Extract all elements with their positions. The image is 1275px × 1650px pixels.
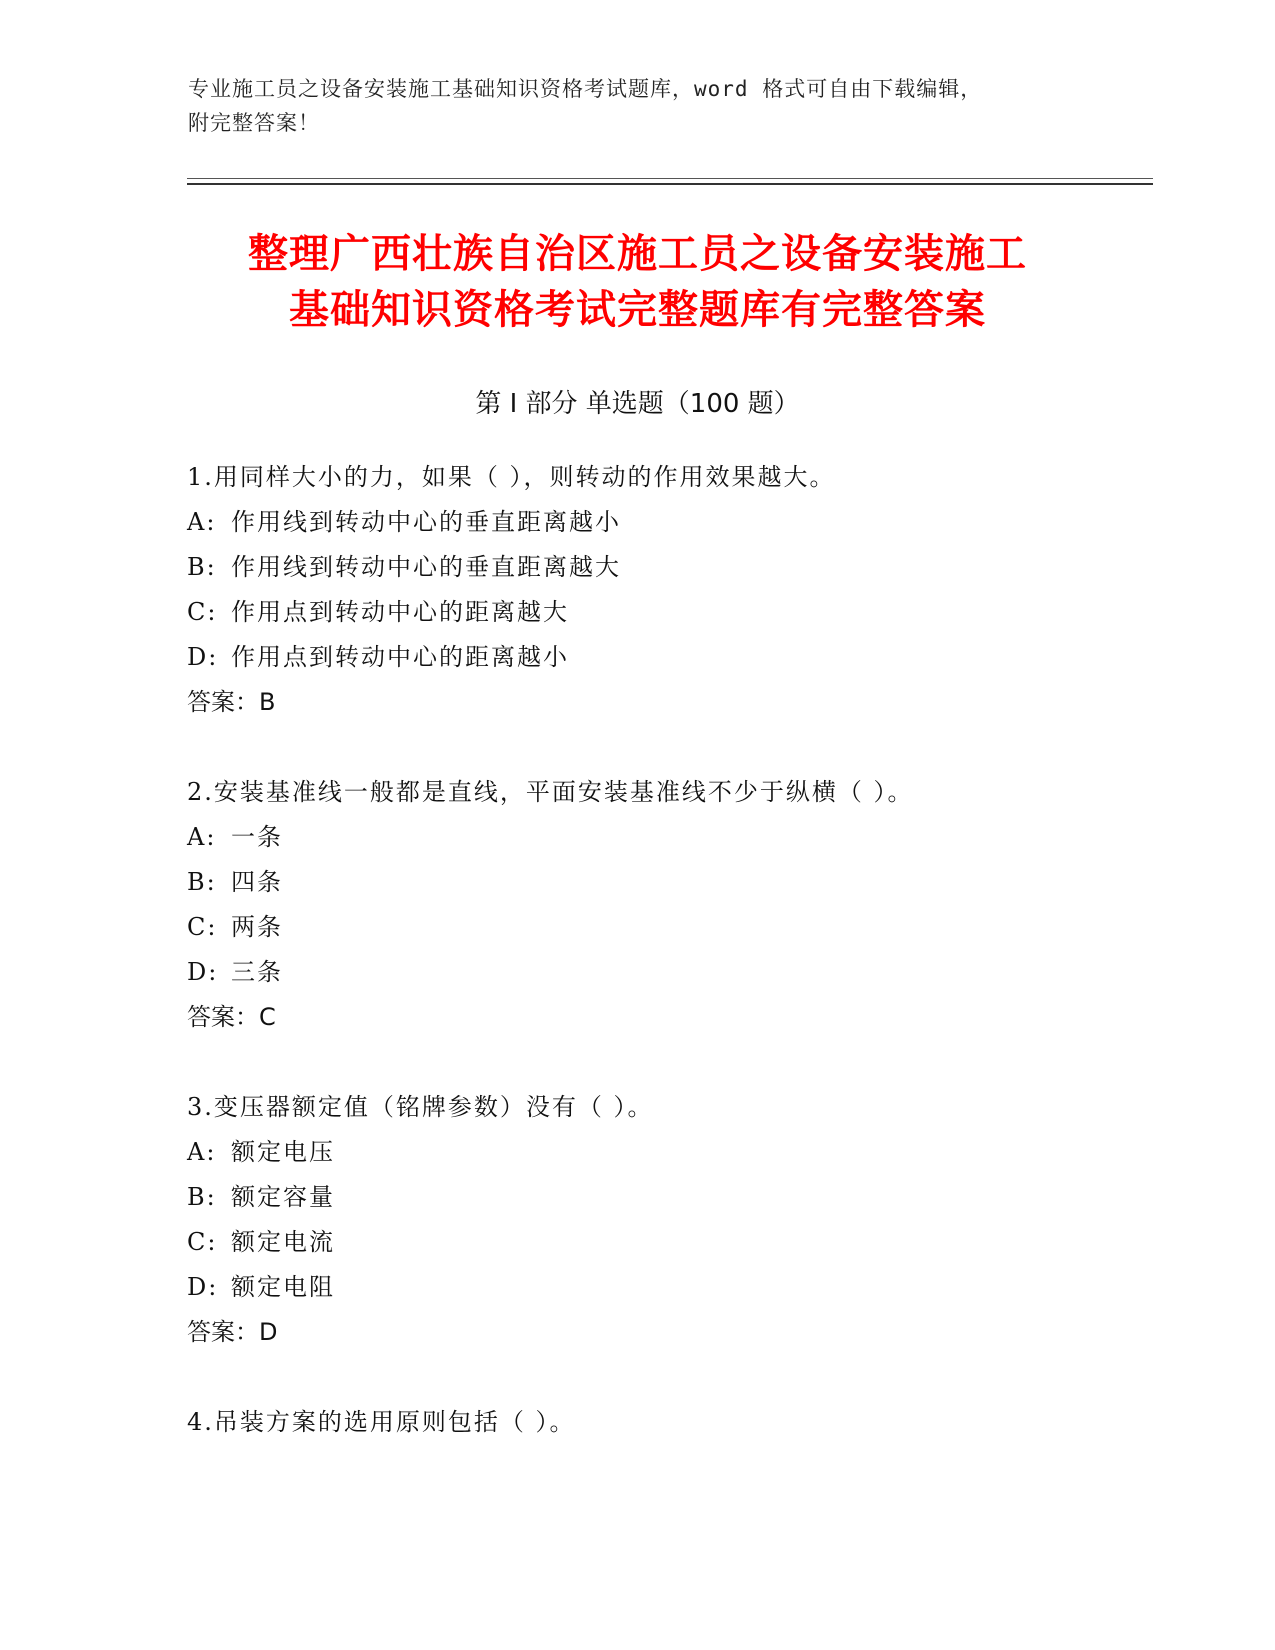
header-note (188, 72, 1088, 140)
question-stem: 1.用同样大小的力，如果（ ），则转动的作用效果越大。 (187, 463, 836, 491)
option-text: 额定容量 (231, 1183, 335, 1211)
document-title-line-1: 整理广西壮族自治区施工员之设备安装施工 (248, 231, 1027, 277)
question-option-d (187, 635, 1147, 680)
option-text: 三条 (231, 958, 283, 986)
option-letter: C: (187, 1228, 218, 1256)
option-letter: D: (187, 1273, 219, 1301)
option-letter: C: (187, 598, 218, 626)
option-letter: A: (187, 508, 217, 536)
question-answer: 答案：C (187, 1003, 276, 1031)
question-stem: 4.吊装方案的选用原则包括（ ）。 (187, 1408, 576, 1436)
option-text: 额定电流 (231, 1228, 335, 1256)
question-option-d (187, 1265, 1147, 1310)
question-option-d (187, 950, 1147, 995)
option-text: 一条 (231, 823, 283, 851)
question-option-b (187, 1175, 1147, 1220)
option-letter: B: (187, 868, 217, 896)
document-title (150, 226, 1125, 338)
option-letter: A: (187, 823, 217, 851)
header-note-line-1: 专业施工员之设备安装施工基础知识资格考试题库，word 格式可自由下载编辑， (188, 77, 983, 101)
option-text: 作用点到转动中心的距离越大 (231, 598, 569, 626)
question-2 (187, 770, 1147, 1040)
option-text: 两条 (231, 913, 283, 941)
question-option-a (187, 815, 1147, 860)
header-divider-thick (187, 183, 1153, 185)
question-option-c (187, 905, 1147, 950)
option-letter: C: (187, 913, 218, 941)
option-text: 作用线到转动中心的垂直距离越小 (231, 508, 621, 536)
question-stem: 3.变压器额定值（铭牌参数）没有（ ）。 (187, 1093, 654, 1121)
option-letter: A: (187, 1138, 217, 1166)
question-answer: 答案：B (187, 688, 276, 716)
option-text: 额定电压 (231, 1138, 335, 1166)
question-option-b (187, 545, 1147, 590)
option-letter: D: (187, 958, 219, 986)
question-answer: 答案：D (187, 1318, 278, 1346)
option-letter: B: (187, 553, 217, 581)
section-heading: 第 I 部分 单选题（100 题） (475, 389, 800, 419)
question-option-c (187, 590, 1147, 635)
option-letter: B: (187, 1183, 217, 1211)
option-text: 额定电阻 (231, 1273, 335, 1301)
question-option-c (187, 1220, 1147, 1265)
option-letter: D: (187, 643, 219, 671)
question-stem: 2.安装基准线一般都是直线，平面安装基准线不少于纵横（ ）。 (187, 778, 914, 806)
option-text: 四条 (231, 868, 283, 896)
header-divider-thin (187, 178, 1153, 179)
question-4 (187, 1400, 1147, 1445)
option-text: 作用点到转动中心的距离越小 (231, 643, 569, 671)
question-3 (187, 1085, 1147, 1355)
header-note-line-2: 附完整答案！ (188, 111, 320, 135)
question-option-a (187, 1130, 1147, 1175)
document-title-line-2: 基础知识资格考试完整题库有完整答案 (289, 287, 986, 333)
option-text: 作用线到转动中心的垂直距离越大 (231, 553, 621, 581)
question-option-b (187, 860, 1147, 905)
question-option-a (187, 500, 1147, 545)
question-1 (187, 455, 1147, 725)
